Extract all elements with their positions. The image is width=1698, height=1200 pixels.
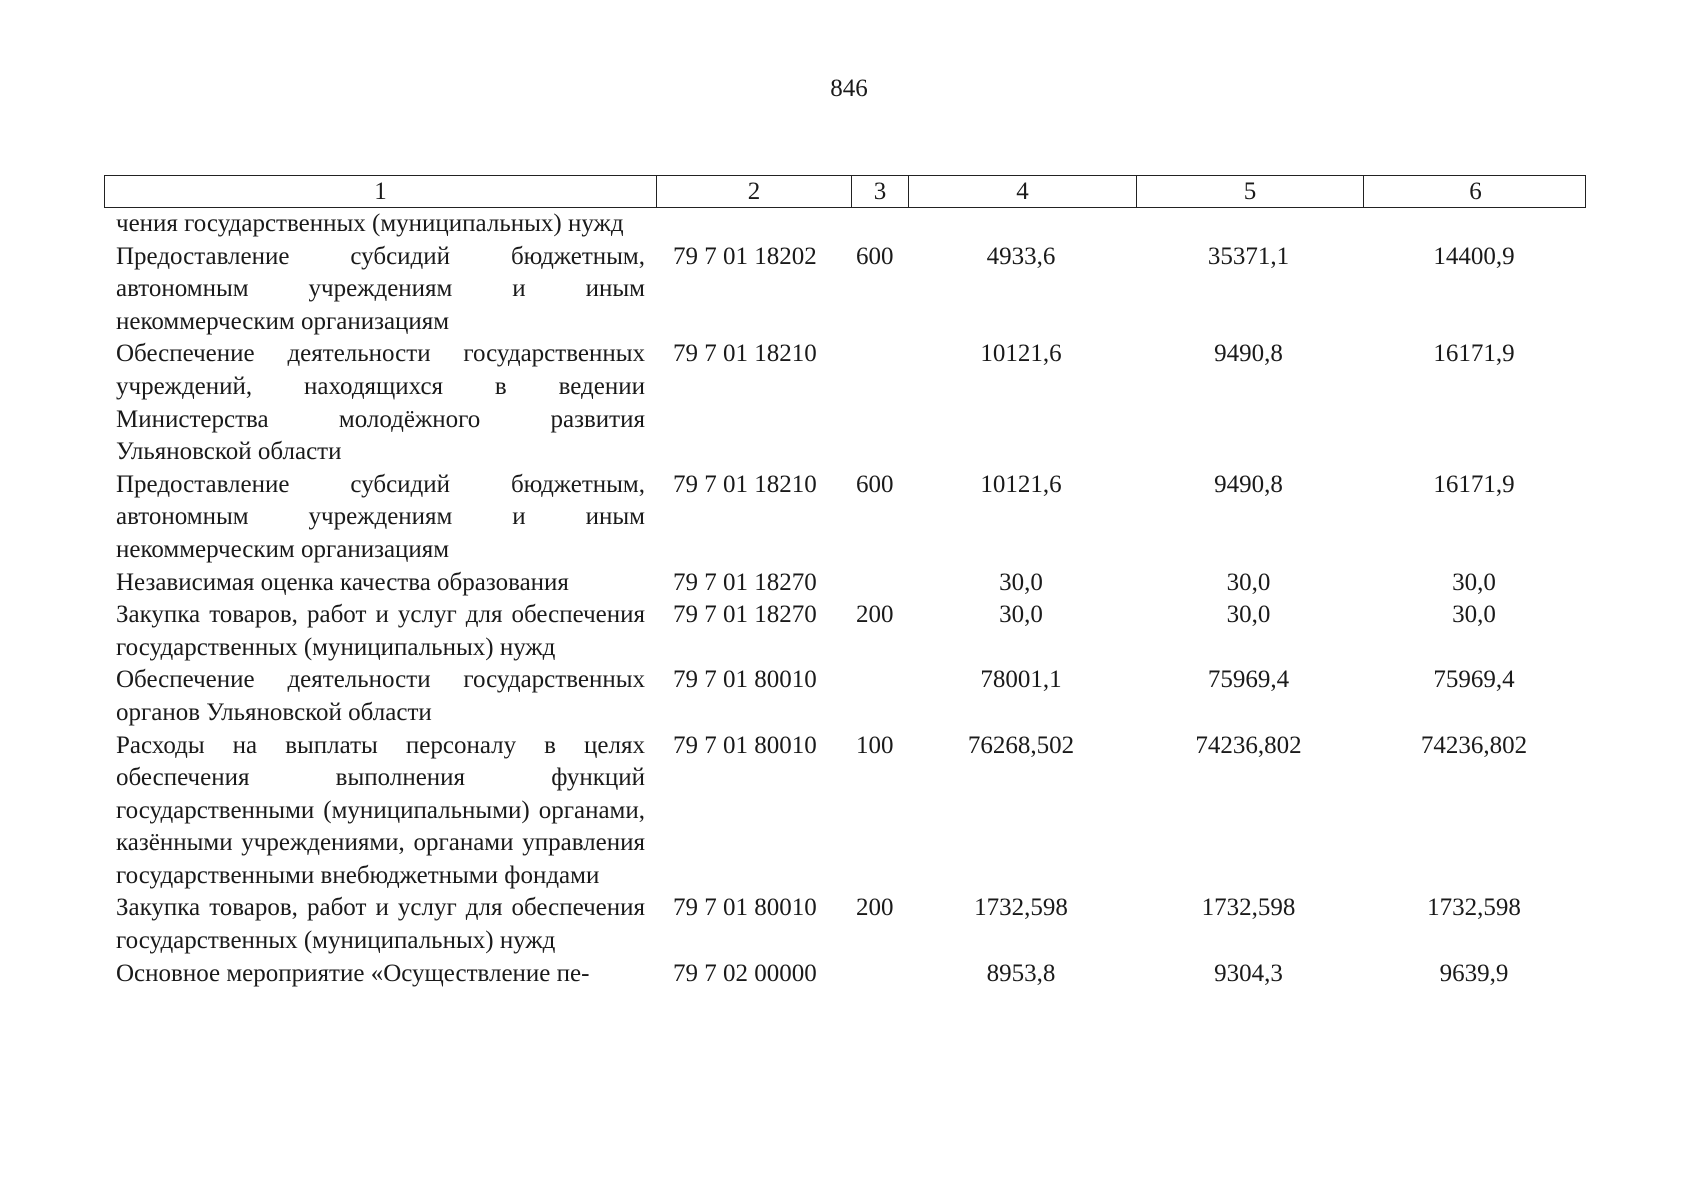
row-type: 600 [856,242,894,270]
row-value-5: 30,0 [1226,601,1271,629]
row-name: Предоставление субсидий бюджетным, автономным учреждениям и иным некоммерческим организациям [116,470,645,563]
row-name: Независимая оценка качества образования [116,568,569,596]
row-value-5: 9490,8 [1214,470,1283,498]
row-value-6: 1732,598 [1427,894,1521,922]
table-row [104,469,1586,567]
header-col-6: 6 [1363,176,1587,208]
table-row [104,241,1586,339]
row-value-5: 9490,8 [1214,340,1283,368]
row-type: 200 [856,601,894,629]
row-name: Предоставление субсидий бюджетным, автономным учреждениям и иным некоммерческим организациям [116,242,645,335]
budget-table [104,175,1586,990]
row-name: Расходы на выплаты персоналу в целях обеспечения выполнения функций государственными (муниципальными) органами, казёнными учреждениями, органами управления государственными внебюджетными фондами [116,731,645,889]
table-row [104,599,1586,664]
row-value-6: 16171,9 [1433,340,1515,368]
table-row [104,567,1586,600]
row-type: 100 [856,731,894,759]
page-number: 846 [830,75,868,102]
table-row [104,958,1586,991]
row-type [850,958,907,991]
header-col-3: 3 [851,176,908,208]
row-value-4: 1732,598 [974,894,1068,922]
row-value-6: 9639,9 [1439,959,1509,987]
row-value-5: 30,0 [1226,568,1271,596]
row-code: 79 7 01 18210 [673,340,817,368]
row-type: 200 [856,894,894,922]
header-col-4: 4 [908,176,1136,208]
row-name: Обеспечение деятельности государственных органов Ульяновской области [116,666,645,726]
row-value-5: 1732,598 [1201,894,1296,922]
row-value-4: 4933,6 [986,242,1056,270]
row-type [850,338,907,468]
row-value-4: 8953,8 [986,959,1056,987]
row-value-4: 30,0 [999,568,1043,596]
row-code: 79 7 01 80010 [673,894,817,922]
row-name: Обеспечение деятельности государственных учреждений, находящихся в ведении Министерства молодёжного развития Ульяновской области [116,340,645,466]
row-type [850,208,907,241]
row-value-4: 10121,6 [980,470,1062,498]
row-value-6: 14400,9 [1433,242,1515,270]
header-col-5: 5 [1136,176,1363,208]
row-type: 600 [856,470,894,498]
table-row [104,208,1586,241]
row-value-6: 75969,4 [1433,666,1515,694]
row-name: Закупка товаров, работ и услуг для обеспечения государственных (муниципальных) нужд [116,601,645,661]
row-value-5: 75969,4 [1207,666,1290,694]
table-row [104,338,1586,468]
row-type [850,567,907,600]
table-row [104,892,1586,957]
row-value-4: 10121,6 [980,340,1062,368]
row-code [655,208,850,241]
row-code: 79 7 01 80010 [673,731,817,759]
row-code: 79 7 01 80010 [673,666,817,694]
row-name: чения государственных (муниципальных) нужд [116,210,624,237]
row-value-4 [907,208,1135,241]
table-header-row [104,175,1586,208]
row-value-4: 76268,502 [967,731,1075,759]
table-row [104,664,1586,729]
row-value-5: 74236,802 [1195,731,1302,759]
header-col-2: 2 [656,176,851,208]
row-name: Основное мероприятие «Осуществление пе- [116,959,590,987]
header-col-1: 1 [374,178,387,205]
table-row [104,730,1586,893]
row-code: 79 7 01 18270 [673,601,817,629]
row-value-6 [1362,208,1586,241]
row-value-4: 30,0 [999,601,1043,629]
row-value-5: 35371,1 [1207,242,1290,270]
row-code: 79 7 01 18202 [673,242,817,270]
row-value-5 [1135,208,1362,241]
row-name: Закупка товаров, работ и услуг для обеспечения государственных (муниципальных) нужд [116,894,645,955]
row-value-6: 30,0 [1452,601,1496,629]
row-value-6: 30,0 [1452,568,1496,596]
row-value-5: 9304,3 [1214,959,1283,987]
row-code: 79 7 01 18210 [673,470,817,498]
row-type [850,664,907,729]
row-value-6: 74236,802 [1420,731,1528,759]
row-value-6: 16171,9 [1433,470,1515,498]
table-body [104,208,1586,990]
row-value-4: 78001,1 [980,666,1062,694]
row-code: 79 7 01 18270 [673,568,817,596]
row-code: 79 7 02 00000 [673,959,817,987]
